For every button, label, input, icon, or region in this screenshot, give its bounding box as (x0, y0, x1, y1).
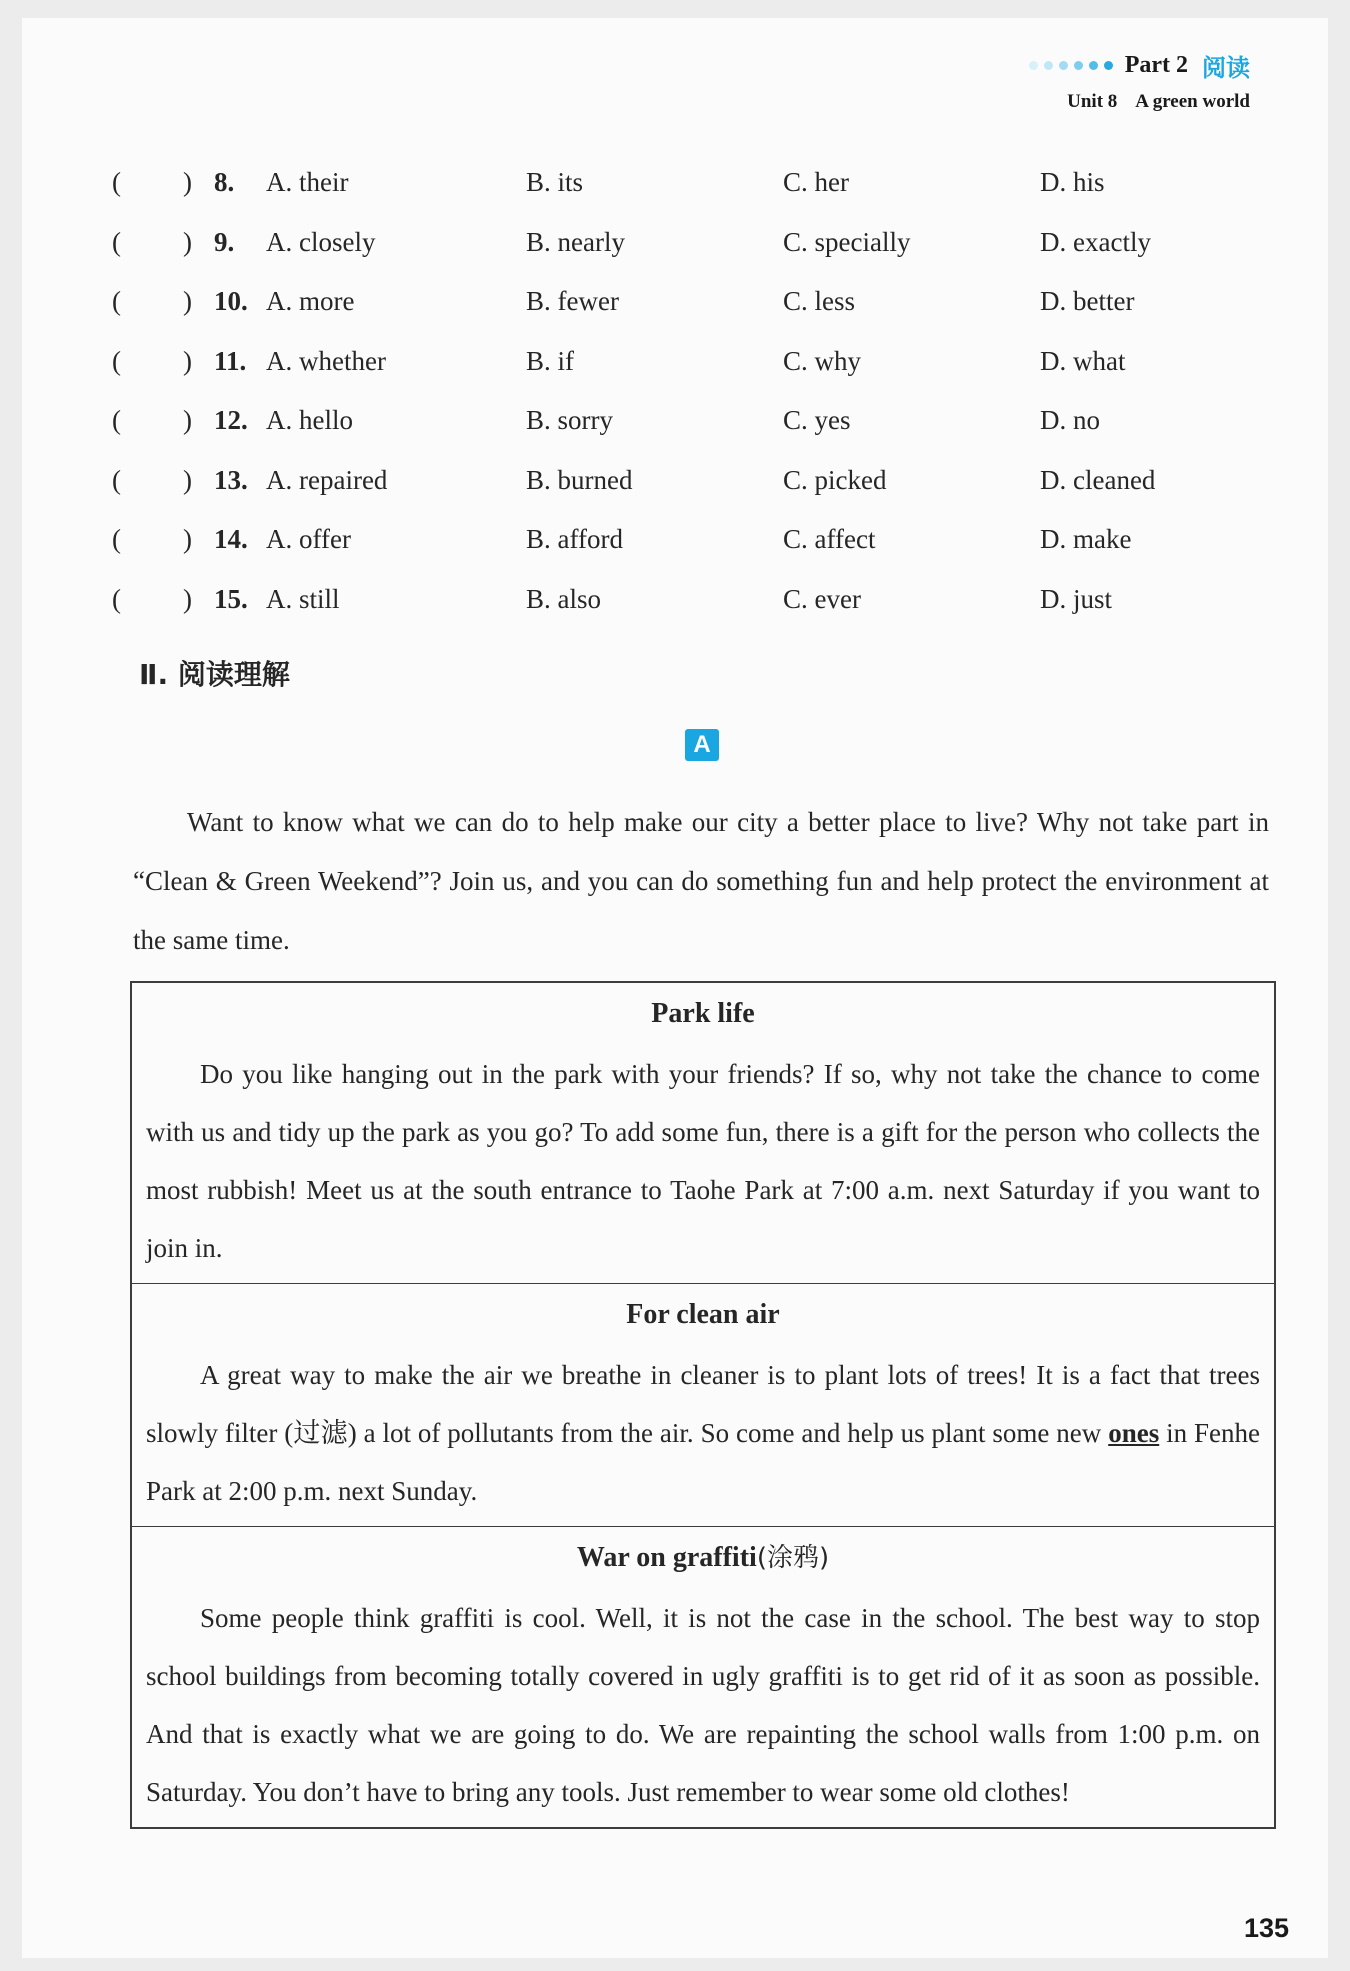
activity-text: Do you like hanging out in the park with your friends? If so, why not take the chance to come with us and tidy up the park as you go? To add some fun, there is a gift for the person who collects the most rubbish! Meet us at the south entrance to Taohe Park at 7:00 a.m. next Saturday if you want to join in. (146, 1059, 1260, 1263)
page-header (1029, 48, 1250, 113)
answer-blank[interactable]: ( ) (112, 226, 192, 257)
option-a: A. still (266, 583, 340, 614)
option-d: D. cleaned (1040, 464, 1156, 495)
option-b: B. burned (526, 464, 633, 495)
question-row (112, 153, 1292, 213)
dot-icon (1044, 61, 1053, 70)
part-label: Part 2 (1124, 52, 1188, 78)
option-c: C. less (783, 286, 856, 317)
option-c: C. specially (783, 226, 911, 257)
activity-title: For clean air (626, 1299, 780, 1330)
answer-blank[interactable]: ( ) (112, 524, 192, 555)
question-number: 13. (214, 464, 248, 495)
activity-text: A great way to make the air we breathe in cleaner is to plant lots of trees! It is a fact that trees slowly filter (过滤) a lot of pollutants from the air. So come and help us plant some new ones in Fenhe Park at 2:00 p.m. next Sunday. (146, 1360, 1260, 1506)
option-c: C. why (783, 345, 862, 376)
question-row (112, 332, 1292, 392)
dot-icon (1059, 61, 1068, 70)
option-b: B. fewer (526, 286, 619, 317)
activity-graffiti (132, 1526, 1274, 1827)
unit-number: Unit 8 (1067, 91, 1118, 112)
question-number: 11. (214, 345, 247, 376)
decorative-dots (1029, 61, 1113, 70)
option-a: A. closely (266, 226, 376, 257)
option-a: A. their (266, 167, 349, 198)
option-d: D. his (1040, 167, 1105, 198)
question-row (112, 272, 1292, 332)
activity-text: Some people think graffiti is cool. Well, it is not the case in the school. The best way to stop school buildings from becoming totally covered in ugly graffiti is to get rid of it as soon as possible. And that is exactly what we are going to do. We are repainting the school walls from 1:00 p.m. on Saturday. You don’t have to bring any tools. Just remember to wear some old clothes! (146, 1603, 1260, 1807)
option-d: D. exactly (1040, 226, 1151, 257)
question-row (112, 451, 1292, 511)
option-c: C. picked (783, 464, 887, 495)
answer-blank[interactable]: ( ) (112, 405, 192, 436)
activity-park-life (132, 983, 1274, 1283)
answer-blank[interactable]: ( ) (112, 286, 192, 317)
option-d: D. make (1040, 524, 1132, 555)
page-number: 135 (1244, 1913, 1290, 1943)
unit-title: A green world (1135, 91, 1250, 112)
option-d: D. better (1040, 286, 1135, 317)
option-d: D. no (1040, 405, 1100, 436)
option-c: C. her (783, 167, 849, 198)
option-a: A. repaired (266, 464, 388, 495)
answer-blank[interactable]: ( ) (112, 167, 192, 198)
option-c: C. yes (783, 405, 851, 436)
option-a: A. offer (266, 524, 351, 555)
question-row (112, 570, 1292, 630)
question-number: 15. (214, 583, 248, 614)
question-row (112, 510, 1292, 570)
question-number: 10. (214, 286, 248, 317)
answer-blank[interactable]: ( ) (112, 464, 192, 495)
question-number: 9. (214, 226, 235, 257)
option-b: B. its (526, 167, 584, 198)
option-c: C. ever (783, 583, 861, 614)
option-a: A. whether (266, 345, 386, 376)
activity-title: Park life (651, 998, 755, 1029)
section-title: Ⅱ. 阅读理解 (139, 658, 290, 691)
passage-badge: A (685, 729, 719, 761)
dot-icon (1029, 61, 1038, 70)
option-b: B. also (526, 583, 602, 614)
question-number: 12. (214, 405, 248, 436)
option-b: B. nearly (526, 226, 625, 257)
dot-icon (1104, 61, 1113, 70)
answer-blank[interactable]: ( ) (112, 345, 192, 376)
question-row (112, 213, 1292, 273)
answer-blank[interactable]: ( ) (112, 583, 192, 614)
option-b: B. sorry (526, 405, 613, 436)
option-c: C. affect (783, 524, 876, 555)
dot-icon (1074, 61, 1083, 70)
cloze-options-list (112, 153, 1292, 629)
underlined-word: ones (1108, 1418, 1160, 1448)
question-row (112, 391, 1292, 451)
option-b: B. if (526, 345, 575, 376)
option-b: B. afford (526, 524, 623, 555)
option-d: D. what (1040, 345, 1126, 376)
option-d: D. just (1040, 583, 1113, 614)
question-number: 14. (214, 524, 248, 555)
question-number: 8. (214, 167, 235, 198)
activity-clean-air (132, 1283, 1274, 1526)
dot-icon (1089, 61, 1098, 70)
unit-label (1029, 91, 1250, 113)
activity-title: War on graffiti(涂鸦) (576, 1542, 830, 1573)
part-label-cn: 阅读 (1202, 54, 1250, 82)
option-a: A. more (266, 286, 355, 317)
option-a: A. hello (266, 405, 353, 436)
activities-table (130, 981, 1276, 1829)
page (22, 18, 1328, 1958)
intro-paragraph: Want to know what we can do to help make our city a better place to live? Why not take part in “Clean & Green Weekend”? Join us, and you can do something fun and help protect the environment at the same time. (133, 807, 1269, 955)
